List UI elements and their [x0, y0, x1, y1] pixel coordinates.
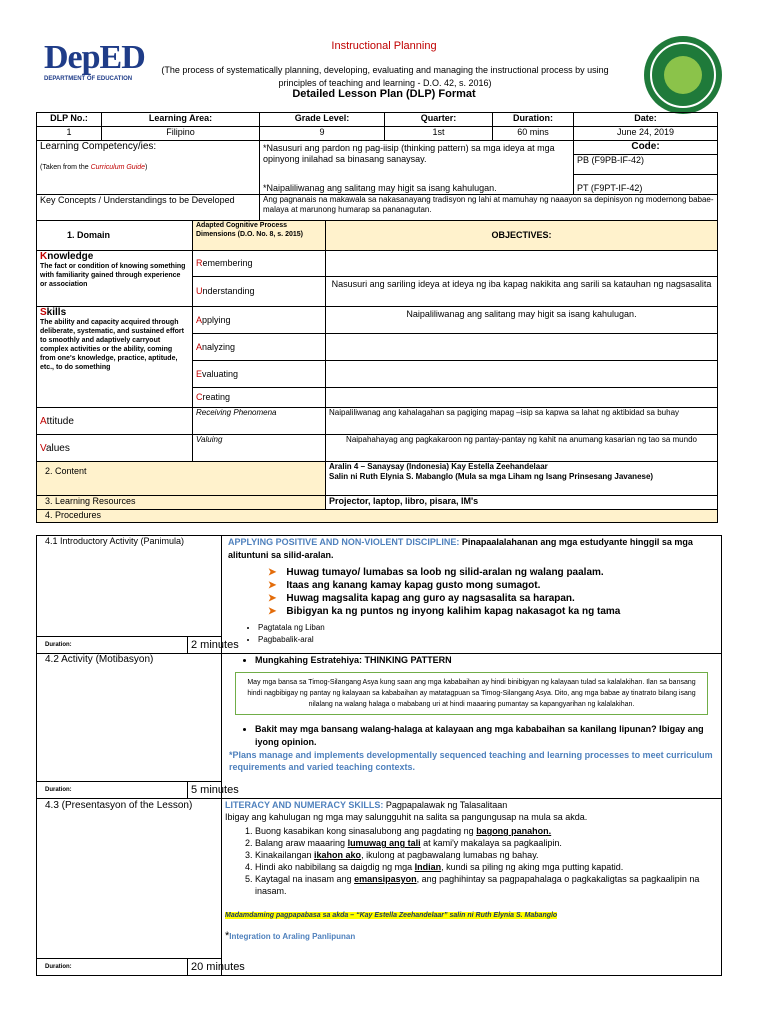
rules-list	[268, 566, 718, 618]
applying-initial: A	[196, 314, 203, 325]
values-title: alues	[45, 442, 70, 454]
curriculum-guide-link: Curriculum Guide	[90, 163, 146, 171]
understanding-initial: U	[196, 286, 203, 296]
competency-note	[37, 155, 260, 195]
vocabulary-item: 5. Kaytagal na inasam ang emansipasyon, ang paghihintay sa pagpapahalaga o pagkakaligtas sa pagkaalipin na inasam.	[255, 873, 718, 897]
attitude-dimension: Receiving Phenomena	[193, 408, 326, 435]
rule-item: ➤ Huwag magsalita kapag ang guro ay nagsasalita sa harapan.	[268, 593, 575, 604]
applying-label: pplying	[202, 314, 231, 325]
attitude-objective: Naipaliliwanag ang kahalagahan sa pagiging mapag –isip sa kapwa sa lahat ng aktibidad sa buhay	[326, 408, 718, 435]
value-learning-area: Filipino	[102, 127, 260, 141]
procedures-label: 4. Procedures	[37, 510, 718, 523]
logo-subtext: DEPARTMENT OF EDUCATION	[44, 76, 133, 82]
adapted-dimensions-header: Adapted Cognitive Process Dimensions (D.O. No. 8, s. 2015)	[193, 221, 326, 251]
intro-body	[222, 536, 722, 654]
info-values-row	[37, 127, 718, 141]
competency-note-suffix: )	[145, 163, 148, 171]
creating-initial: C	[196, 392, 203, 402]
label-learning-area: Learning Area:	[102, 113, 260, 127]
content-line-2: Salin ni Ruth Elynia S. Mabanglo (Mula sa mga Liham ng Isang Prinsesang Javanese)	[329, 472, 654, 481]
rule-item: ➤ Bibigyan ka ng puntos ng inyong kalihim kapag nakasagot ka ng tama	[268, 606, 621, 617]
code-1: PB (F9PB-IF-42)	[574, 155, 718, 175]
motivation-passage: May mga bansa sa Timog-Silangang Asya kung saan ang mga kababaihan ay hindi binibigyan ng kalayaan tulad sa kalalakihan. Ilan sa bansang hindi nagbibigay ng pantay ng kalayaan sa kababaihan ay matatagpuan sa Timog-Silangang Asya. Dito, ang mga babae ay tinatrato bilang isang nilalang na walang halaga o mababang uri at hindi maaaring pumantay sa kapangyarihan ng kalalakihan.	[235, 672, 708, 715]
discipline-text: Pinapaalalahanan ang mga estudyante hinggil sa mga alituntuni sa silid-aralan.	[228, 537, 693, 560]
competency-item-1: *Nasusuri ang pardon ng pag-iisip (thinking pattern) sa mga ideya at mga opinyong inilahad sa binasang sanaysay.	[263, 143, 555, 164]
competency-label: Learning Competency/ies:	[37, 141, 260, 155]
competency-items	[260, 141, 574, 195]
label-dlp-no: DLP No.:	[37, 113, 102, 127]
skills-initial: S	[40, 307, 47, 318]
rule-item: ➤ Itaas ang kanang kamay kapag gusto mong sumagot.	[268, 580, 541, 591]
attitude-initial: A	[40, 415, 47, 427]
objective-evaluating	[326, 361, 718, 388]
arrow-icon: ➤	[268, 593, 277, 604]
competency-item-2: *Naipaliliwanag ang salitang may higit sa isang kahulugan.	[263, 183, 497, 193]
content-label: 2. Content	[37, 462, 326, 496]
objective-applying: Naipaliliwanag ang salitang may higit sa isang kahulugan.	[326, 307, 718, 334]
code-label: Code:	[574, 141, 718, 155]
question-item: • Bakit may mga bansang walang-halaga at kalayaan ang mga kababaihan sa kanilang lipunan? Ibigay ang iyong opinion.	[255, 723, 718, 749]
attitude-cell	[37, 408, 193, 435]
presentation-instruction: Ibigay ang kahulugan ng mga may salungguhit na salita sa pangungusap na mula sa akda.	[225, 812, 588, 822]
activity-body	[222, 654, 722, 799]
level-understanding	[193, 277, 326, 307]
dlp-table	[36, 112, 718, 523]
remembering-label: emembering	[202, 258, 253, 268]
key-concepts-label: Key Concepts / Understandings to be Developed	[37, 195, 260, 221]
skills-desc: The ability and capacity acquired through deliberate, systematic, and sustained effort to smoothly and adaptively carryout complex activities or the ability, coming from one's knowledge, practice, aptitude, etc., to do something	[40, 319, 184, 371]
value-dlp-no: 1	[37, 127, 102, 141]
vocabulary-list	[255, 825, 718, 897]
vocabulary-item: 4. Hindi ako nabibilang sa daigdig ng mga Indian, kundi sa piling ng aking mga putting kapatid.	[255, 861, 718, 873]
presentation-duration: 20 minutes	[188, 959, 222, 976]
vocabulary-item: 1. Buong kasabikan kong sinasalubong ang pagdating ng bagong panahon.	[255, 825, 718, 837]
knowledge-cell	[37, 251, 193, 307]
label-duration: Duration:	[493, 113, 574, 127]
bullet-item: • Pagtatala ng Liban	[258, 622, 718, 634]
objective-remembering	[326, 251, 718, 277]
knowledge-title: nowledge	[47, 251, 94, 262]
arrow-icon: ➤	[268, 580, 277, 591]
rule-item: ➤ Huwag tumayo/ lumabas sa loob ng silid-aralan ng walang paalam.	[268, 567, 604, 578]
presentation-duration-label: Duration:	[37, 959, 188, 976]
intro-bullets	[258, 622, 718, 646]
activity-duration: 5 minutes	[188, 782, 222, 799]
content-line-1: Aralin 4 – Sanaysay (Indonesia) Kay Estella Zeehandelaar	[329, 462, 548, 471]
strategy-item: • Mungkahing Estratehiya: THINKING PATTERN	[255, 654, 718, 666]
level-analyzing	[193, 334, 326, 361]
values-objective: Naipahahayag ang pagkakaroon ng pantay-pantay ng kahit na anumang kasarian ng tao sa mundo	[326, 435, 718, 462]
knowledge-initial: K	[40, 251, 48, 262]
document-subtitle: Detailed Lesson Plan (DLP) Format	[292, 88, 476, 100]
competency-note-prefix: (Taken from the	[40, 163, 91, 171]
presentation-label: 4.3 (Presentasyon of the Lesson)	[37, 799, 222, 959]
skills-title: kills	[46, 307, 67, 318]
activity-duration-label: Duration:	[37, 782, 188, 799]
analyzing-label: nalyzing	[202, 341, 236, 352]
arrow-icon: ➤	[268, 606, 277, 617]
info-labels-row	[37, 113, 718, 127]
intro-duration-label: Duration:	[37, 637, 188, 654]
discipline-label: APPLYING POSITIVE AND NON-VIOLENT DISCIPLINE:	[228, 537, 460, 547]
values-dimension: Valuing	[193, 435, 326, 462]
presentation-body: LITERACY AND NUMERACY SKILLS: Pagpapalawak ng Talasalitaan Ibigay ang kahulugan ng mga may salungguhit na salita sa pangungusap na mula sa akda. 1. Buong kasabikan kong sinasalubong ang pagdating ng bagong panahon. 2. Balang araw maaaring lumuwag ang tali at kami'y makalaya sa pagkaalipin. 3. Kinakailangan ikahon ako, ikulong at pagbawalang lumabas ng bahay. 4. Hindi ako nabibilang sa daigdig ng mga Indian, kundi sa piling ng aking mga putting kapatid. 5. Kaytagal na inasam ang emansipasyon, ang paghihintay sa pagpapahalaga o pagkakaligtas sa pagkaalipin na inasam. Madamdaming pagpapabasa sa akda – “Kay Estella Zeehandelaar” salin ni Ruth Elynia S. Mabanglo *Integration to Araling Panlipunan	[222, 799, 722, 976]
level-creating	[193, 388, 326, 408]
values-cell	[37, 435, 193, 462]
label-date: Date:	[574, 113, 718, 127]
objective-understanding: Nasusuri ang sariling ideya at ideya ng iba kapag nakikita ang sarili sa katauhan ng nagsasalita	[326, 277, 718, 307]
vocabulary-item: 2. Balang araw maaaring lumuwag ang tali at kami'y makalaya sa pagkaalipin.	[255, 837, 718, 849]
document-description: (The process of systematically planning, developing, evaluating and managing the instructional process by using principles of teaching and learning - D.O. 42, s. 2016)	[161, 65, 609, 88]
code-2: PT (F9PT-IF-42)	[574, 175, 718, 195]
knowledge-desc: The fact or condition of knowing something with familiarity gained through experience or association	[40, 263, 186, 288]
value-grade-level: 9	[260, 127, 385, 141]
domain-header: 1. Domain	[37, 221, 193, 251]
literacy-label: LITERACY AND NUMERACY SKILLS:	[225, 800, 384, 810]
activity-label: 4.2 Activity (Motibasyon)	[37, 654, 222, 782]
remembering-initial: R	[196, 258, 203, 268]
content-text	[326, 462, 718, 496]
logo-wordmark: DepED	[44, 39, 145, 76]
procedures-table	[36, 535, 722, 976]
objective-analyzing	[326, 334, 718, 361]
reading-highlight: Madamdaming pagpapabasa sa akda – “Kay Estella Zeehandelaar” salin ni Ruth Elynia S. Mabanglo	[225, 912, 558, 919]
attitude-title: ttitude	[46, 415, 74, 427]
literacy-text: Pagpapalawak ng Talasalitaan	[383, 800, 508, 810]
key-concepts-text: Ang pagnanais na makawala sa nakasanayang tradisyon ng lahi at mamuhay ng naaayon sa depinisyon ng modernong babae-malaya at marunong humarap sa pananagutan.	[260, 195, 718, 221]
deped-seal-icon	[644, 36, 722, 114]
evaluating-label: valuating	[202, 368, 239, 379]
arrow-icon: ➤	[268, 567, 277, 578]
objective-creating	[326, 388, 718, 408]
analyzing-initial: A	[196, 341, 203, 352]
question-list	[255, 723, 718, 749]
resources-value: Projector, laptop, libro, pisara, IM's	[326, 496, 718, 510]
value-date: June 24, 2019	[574, 127, 718, 141]
value-duration: 60 mins	[493, 127, 574, 141]
level-applying	[193, 307, 326, 334]
plan-note: *Plans manage and implements developmentally sequenced teaching and learning processes to meet curriculum requirements and varied teaching contexts.	[229, 750, 713, 772]
level-evaluating	[193, 361, 326, 388]
label-grade-level: Grade Level:	[260, 113, 385, 127]
intro-label: 4.1 Introductory Activity (Panimula)	[37, 536, 222, 637]
level-remembering	[193, 251, 326, 277]
understanding-label: nderstanding	[202, 286, 255, 296]
resources-label: 3. Learning Resources	[37, 496, 326, 510]
skills-cell	[37, 307, 193, 408]
document-title: Instructional Planning	[331, 40, 437, 52]
creating-label: reating	[202, 392, 231, 402]
objectives-header: OBJECTIVES:	[326, 221, 718, 251]
intro-duration: 2 minutes	[188, 637, 222, 654]
evaluating-initial: E	[196, 368, 203, 379]
strategy-list	[255, 654, 718, 666]
vocabulary-item: 3. Kinakailangan ikahon ako, ikulong at pagbawalang lumabas ng bahay.	[255, 849, 718, 861]
value-quarter: 1st	[385, 127, 493, 141]
bullet-item: • Pagbabalik-aral	[258, 634, 718, 646]
values-initial: V	[40, 442, 46, 454]
label-quarter: Quarter:	[385, 113, 493, 127]
integration-note: Integration to Araling Panlipunan	[229, 932, 356, 941]
